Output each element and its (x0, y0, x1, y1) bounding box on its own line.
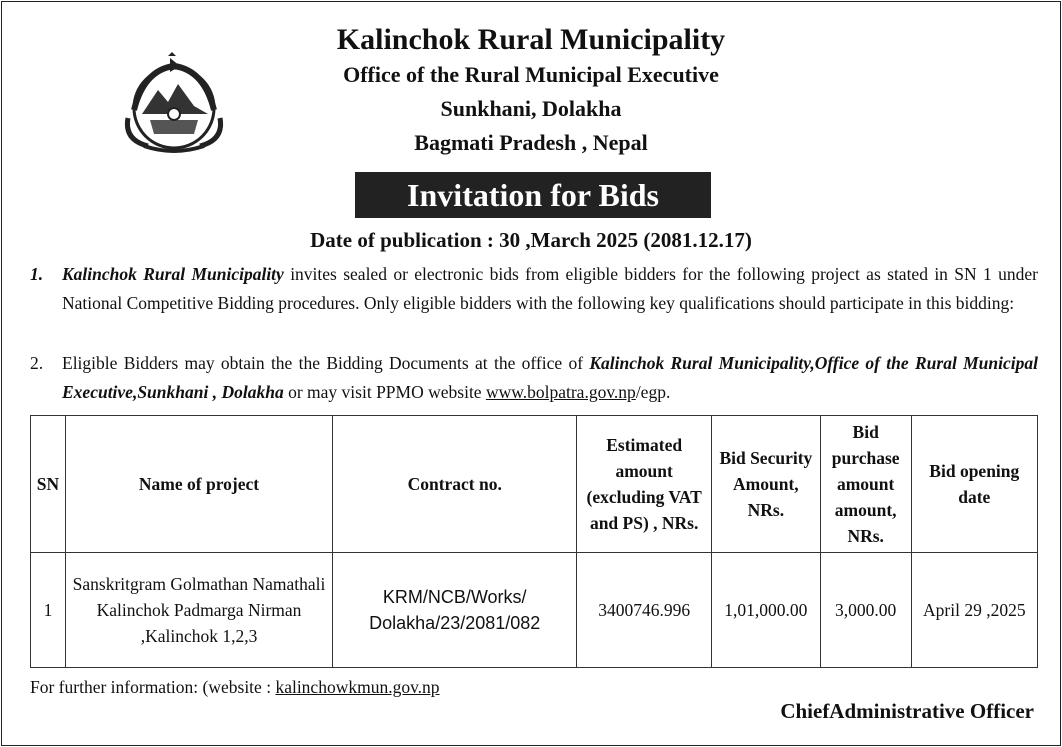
publication-date: Date of publication : 30 ,March 2025 (2081.12.17) (310, 228, 752, 252)
bid-notice-page (1, 1, 1061, 746)
paragraph-text: Eligible Bidders may obtain the the Bidding Documents at the office of (62, 353, 590, 373)
further-info-label: For further information: (website : (30, 677, 276, 697)
office-name: Office of the Rural Municipal Executive (343, 62, 719, 87)
paragraph-text: invites sealed or electronic bids from eligible bidders for the following project as stated in SN 1 under National Competitive Bidding procedures. Only eligible bidders with the following key qualifications should participate in this bidding: (62, 264, 1039, 313)
cell-project-name: Sanskritgram Golmathan Namathali Kalinchok Padmarga Nirman ,Kalinchok 1,2,3 (65, 553, 332, 668)
paragraph-2 (30, 349, 1038, 407)
header-estimated-amount: Estimated amount (excluding VAT and PS) , NRs. (577, 416, 712, 553)
office-address: Kalinchok Rural Municipality,Office of the Rural Municipal Executive,Sunkhani , Dolakha (62, 353, 1038, 402)
paragraph-number: 2. (30, 353, 44, 373)
header-contract-no: Contract no. (333, 416, 577, 553)
municipality-website-link[interactable]: kalinchowkmun.gov.np (275, 677, 440, 697)
municipality-name: Kalinchok Rural Municipality (336, 23, 726, 56)
paragraph-text: /egp. (635, 382, 671, 402)
cell-opening-date: April 29 ,2025 (911, 553, 1037, 668)
notice-title: Invitation for Bids (355, 172, 711, 218)
location: Sunkhani, Dolakha (440, 96, 622, 121)
signature-title: ChiefAdministrative Officer (780, 699, 1034, 723)
ppmo-website-link[interactable]: www.bolpatra.gov.np (485, 382, 636, 402)
org-name: Kalinchok Rural Municipality (62, 264, 284, 284)
cell-sn: 1 (31, 553, 66, 668)
header-project-name: Name of project (65, 416, 332, 553)
cell-estimated-amount: 3400746.996 (577, 553, 712, 668)
province: Bagmati Pradesh , Nepal (414, 130, 648, 155)
bids-table (30, 415, 1038, 668)
header-opening-date: Bid opening date (911, 416, 1037, 553)
table-row (31, 553, 1038, 668)
header-bid-security: Bid Security Amount, NRs. (711, 416, 820, 553)
paragraph-text: or may visit PPMO website (283, 382, 486, 402)
paragraph-1 (30, 260, 1038, 318)
table-header-row (31, 416, 1038, 553)
header-sn: SN (31, 416, 66, 553)
cell-bid-purchase: 3,000.00 (820, 553, 911, 668)
cell-bid-security: 1,01,000.00 (711, 553, 820, 668)
cell-contract-no: KRM/NCB/Works/ Dolakha/23/2081/082 (333, 553, 577, 668)
further-information (30, 677, 440, 698)
paragraph-number: 1. (30, 264, 44, 284)
header-bid-purchase: Bid purchase amount amount, NRs. (820, 416, 911, 553)
header (2, 22, 1060, 160)
